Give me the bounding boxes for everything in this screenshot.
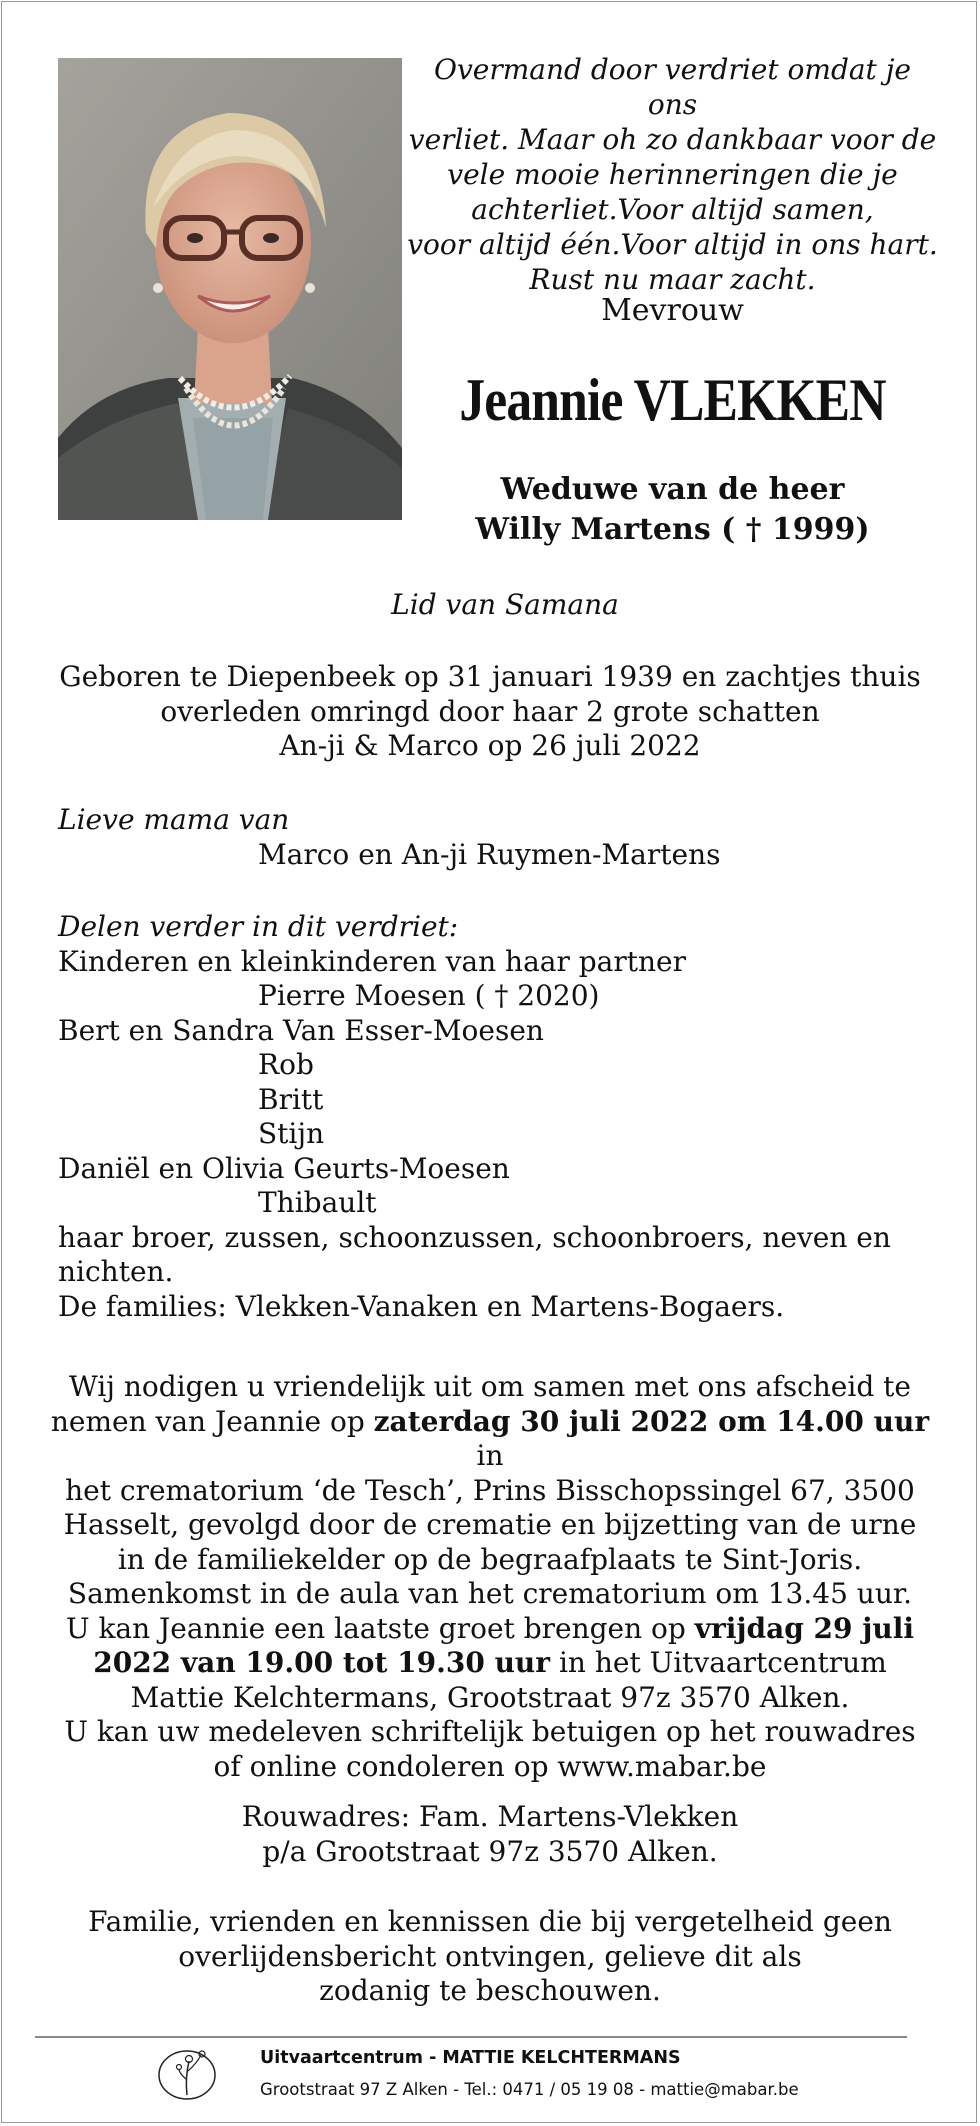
invite-text: in het Uitvaartcentrum [550,1646,887,1679]
family-line: Daniël en Olivia Geurts-Moesen [58,1151,510,1185]
funeral-invitation [40,1370,940,1784]
family-line: Pierre Moesen ( † 2020) [258,979,600,1012]
address-line: Rouwadres: Fam. Martens-Vlekken [241,1800,739,1833]
invite-line: Mattie Kelchtermans, Grootstraat 97z 3570 Alken. [130,1680,850,1714]
family-line: Thibault [258,1186,377,1219]
notice-line: zodanig te beschouwen. [319,1974,661,2007]
verse-line: voor altijd één.Voor altijd in ons hart. [407,228,938,261]
invite-text: nemen van Jeannie op [50,1404,374,1438]
invite-line: Samenkomst in de aula van het crematorium om 13.45 uur. [67,1577,913,1610]
family-line: De families: Vlekken-Vanaken en Martens-Bogaers. [58,1289,785,1323]
invite-line: U kan uw medeleven schriftelijk betuigen op het rouwadres [64,1715,916,1748]
flower-logo-icon [155,2043,219,2103]
invite-line: of online condoleren op www.mabar.be [213,1749,767,1783]
mama-names: Marco en An-ji Ruymen-Martens [258,837,721,871]
family-line: Britt [258,1082,324,1116]
address-line: p/a Grootstraat 97z 3570 Alken. [262,1834,718,1868]
invite-line [40,1646,940,1681]
memorial-verse [405,52,940,297]
birth-line: overleden omringd door haar 2 grote schatten [160,694,820,728]
visitation-date: vrijdag 29 juli [694,1611,915,1645]
invite-line: Wij nodigen u vriendelijk uit om samen met ons afscheid te [69,1370,911,1403]
verse-line: Overmand door verdriet omdat je ons [434,53,911,121]
ceremony-datetime: zaterdag 30 juli 2022 om 14.00 uur [373,1404,930,1438]
sharing-heading: Delen verder in dit verdriet: [58,910,459,943]
deceased-name: Jeannie VLEKKEN [459,367,886,433]
funeral-home-contact: Grootstraat 97 Z Alken - Tel.: 0471 / 05 19 08 - mattie@mabar.be [260,2080,799,2099]
mama-section [58,803,938,872]
family-line: Kinderen en kleinkinderen van haar partner [58,944,687,978]
portrait-photo [58,58,402,520]
mourning-address [40,1800,940,1869]
family-line: nichten. [58,1255,174,1288]
invite-text: U kan Jeannie een laatste groet brengen op [65,1611,695,1645]
notice-line: Familie, vrienden en kennissen die bij vergetelheid geen [88,1905,892,1938]
birth-line: Geboren te Diepenbeek op 31 januari 1939 en zachtjes thuis [59,660,921,693]
invite-line: Hasselt, gevolgd door de crematie en bijzetting van de urne [63,1508,917,1541]
salutation: Mevrouw [601,293,744,328]
family-line: Rob [258,1048,314,1081]
widow-line: Willy Martens ( † 1999) [475,512,870,547]
notice [40,1905,940,2009]
mama-heading: Lieve mama van [58,803,290,836]
family-line: haar broer, zussen, schoonzussen, schoonbroers, neven en [58,1220,891,1254]
visitation-time: 2022 van 19.00 tot 19.30 uur [93,1646,551,1679]
family-line: Stijn [258,1117,325,1150]
sharing-section [58,910,938,1324]
birth-line: An-ji & Marco op 26 juli 2022 [279,729,701,762]
notice-line: overlijdensbericht ontvingen, gelieve dit als [178,1939,802,1973]
family-line: Bert en Sandra Van Esser-Moesen [58,1013,544,1047]
invite-line [40,1612,940,1647]
invite-line [40,1405,940,1474]
membership [0,588,980,621]
verse-line: vele mooie herinneringen die je [447,158,898,191]
verse-line: achterliet.Voor altijd samen, [471,193,874,226]
footer-divider [35,2036,907,2038]
birth-death-info [40,660,940,764]
widow-of [405,470,940,550]
invite-line: in de familiekelder op de begraafplaats te Sint-Joris. [117,1542,863,1576]
funeral-home-name: Uitvaartcentrum - MATTIE KELCHTERMANS [260,2048,681,2068]
widow-line: Weduwe van de heer [500,472,845,507]
verse-line: Rust nu maar zacht. [529,263,816,296]
verse-line: verliet. Maar oh zo dankbaar voor de [408,123,937,156]
membership-text: Lid van Samana [391,588,619,621]
invite-text: in [476,1439,504,1472]
invite-line: het crematorium ‘de Tesch’, Prins Bisschopssingel 67, 3500 [65,1473,915,1507]
